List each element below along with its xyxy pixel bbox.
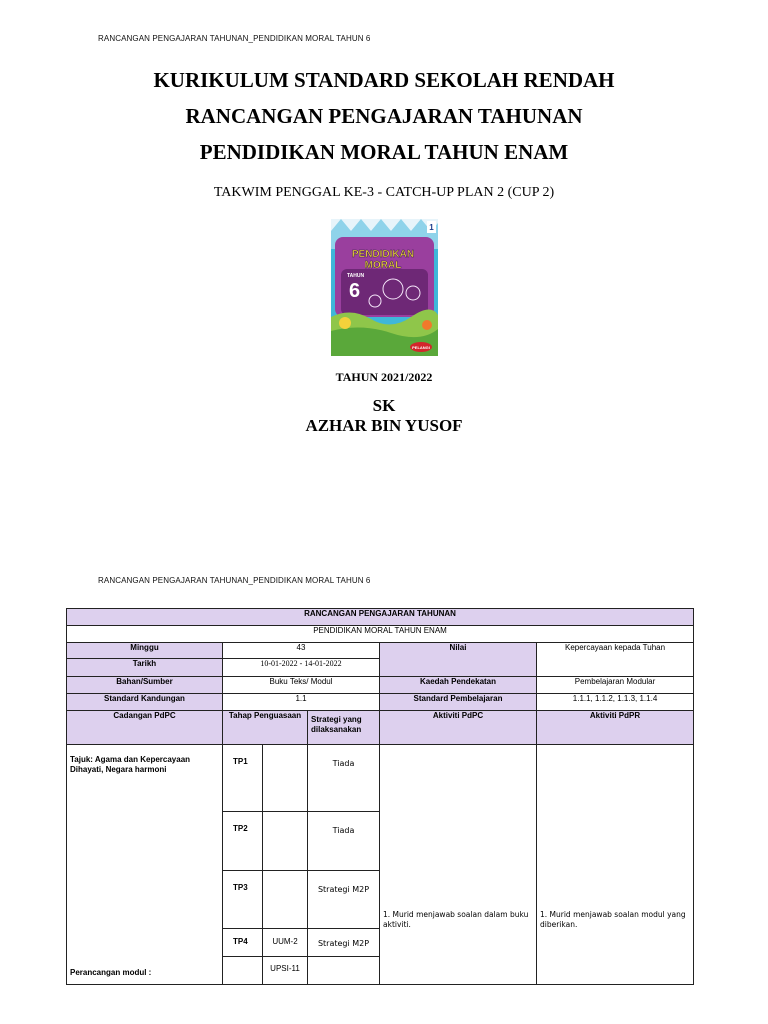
- minggu-value: 43: [223, 643, 380, 659]
- tp5-spacer: [223, 957, 263, 985]
- book-tahun-number: 6: [349, 280, 361, 302]
- tp2-strategi: Tiada: [308, 812, 380, 871]
- cover-title-line-3: PENDIDIKAN MORAL TAHUN ENAM: [199, 140, 569, 164]
- column-aktiviti-pdpr: Aktiviti PdPR: [537, 711, 694, 745]
- column-cadangan-pdpc: Cadangan PdPC: [67, 711, 223, 745]
- column-aktiviti-pdpc: Aktiviti PdPC: [380, 711, 537, 745]
- cover-title-line-1: KURIKULUM STANDARD SEKOLAH RENDAH: [153, 68, 615, 92]
- running-header: RANCANGAN PENGAJARAN TAHUNAN_PENDIDIKAN MORAL TAHUN 6: [98, 34, 371, 43]
- upsi-univ: UPSI-11: [263, 957, 308, 985]
- plan-title: RANCANGAN PENGAJARAN TAHUNAN: [67, 609, 694, 626]
- tajuk-text: Tajuk: Agama dan Kepercayaan Dihayati, Negara harmoni: [70, 755, 191, 774]
- tarikh-label: Tarikh: [67, 659, 223, 677]
- book-tahun-label: TAHUN: [347, 273, 365, 279]
- book-title-bottom: MORAL: [364, 260, 402, 271]
- aktiviti-pdpc-text: 1. Murid menjawab soalan dalam buku aktiviti.: [380, 745, 537, 985]
- tp3-strategi: Strategi M2P: [308, 871, 380, 929]
- tp3-univ: [263, 871, 308, 929]
- kaedah-label: Kaedah Pendekatan: [380, 677, 537, 694]
- tp1-univ: [263, 745, 308, 812]
- cadangan-cell: [67, 745, 223, 985]
- tp4-label: TP4: [223, 929, 263, 957]
- bahan-value: Buku Teks/ Modul: [223, 677, 380, 694]
- nilai-value: Kepercayaan kepada Tuhan: [537, 643, 694, 677]
- school-name: SK: [372, 396, 396, 415]
- tp4-univ: UUM-2: [263, 929, 308, 957]
- book-publisher: PELANGI: [412, 345, 430, 350]
- kaedah-value: Pembelajaran Modular: [537, 677, 694, 694]
- column-tahap-penguasaan: Tahap Penguasaan: [223, 711, 308, 745]
- cover-subtitle: TAKWIM PENGGAL KE-3 - CATCH-UP PLAN 2 (CUP 2): [213, 185, 555, 200]
- nilai-label: Nilai: [380, 643, 537, 677]
- standard-kandungan-label: Standard Kandungan: [67, 694, 223, 711]
- tp5-strategi-empty: [308, 957, 380, 985]
- column-strategi: Strategi yang dilaksanakan: [308, 711, 380, 745]
- running-header-page-2: RANCANGAN PENGAJARAN TAHUNAN_PENDIDIKAN MORAL TAHUN 6: [98, 576, 371, 585]
- tp1-label: TP1: [223, 745, 263, 812]
- aktiviti-pdpr-text: 1. Murid menjawab soalan modul yang diberikan.: [537, 745, 694, 985]
- tarikh-value: 10-01-2022 - 14-01-2022: [223, 659, 380, 677]
- minggu-label: Minggu: [67, 643, 223, 659]
- book-volume: 1: [429, 223, 434, 232]
- tp2-label: TP2: [223, 812, 263, 871]
- textbook-cover-image: [331, 219, 438, 356]
- standard-pembelajaran-value: 1.1.1, 1.1.2, 1.1.3, 1.1.4: [537, 694, 694, 711]
- standard-pembelajaran-label: Standard Pembelajaran: [380, 694, 537, 711]
- teacher-name: AZHAR BIN YUSOF: [305, 416, 463, 435]
- standard-kandungan-value: 1.1: [223, 694, 380, 711]
- lesson-plan-table: [66, 608, 694, 985]
- perancangan-modul-text: Perancangan modul :: [70, 968, 152, 977]
- cover-title-line-2: RANCANGAN PENGAJARAN TAHUNAN: [185, 104, 583, 128]
- plan-subject: PENDIDIKAN MORAL TAHUN ENAM: [67, 626, 694, 643]
- book-title-top: PENDIDIKAN: [351, 249, 415, 260]
- tp3-label: TP3: [223, 871, 263, 929]
- tp4-strategi: Strategi M2P: [308, 929, 380, 957]
- academic-year: TAHUN 2021/2022: [335, 370, 433, 384]
- bahan-label: Bahan/Sumber: [67, 677, 223, 694]
- tp2-univ: [263, 812, 308, 871]
- tp1-strategi: Tiada: [308, 745, 380, 812]
